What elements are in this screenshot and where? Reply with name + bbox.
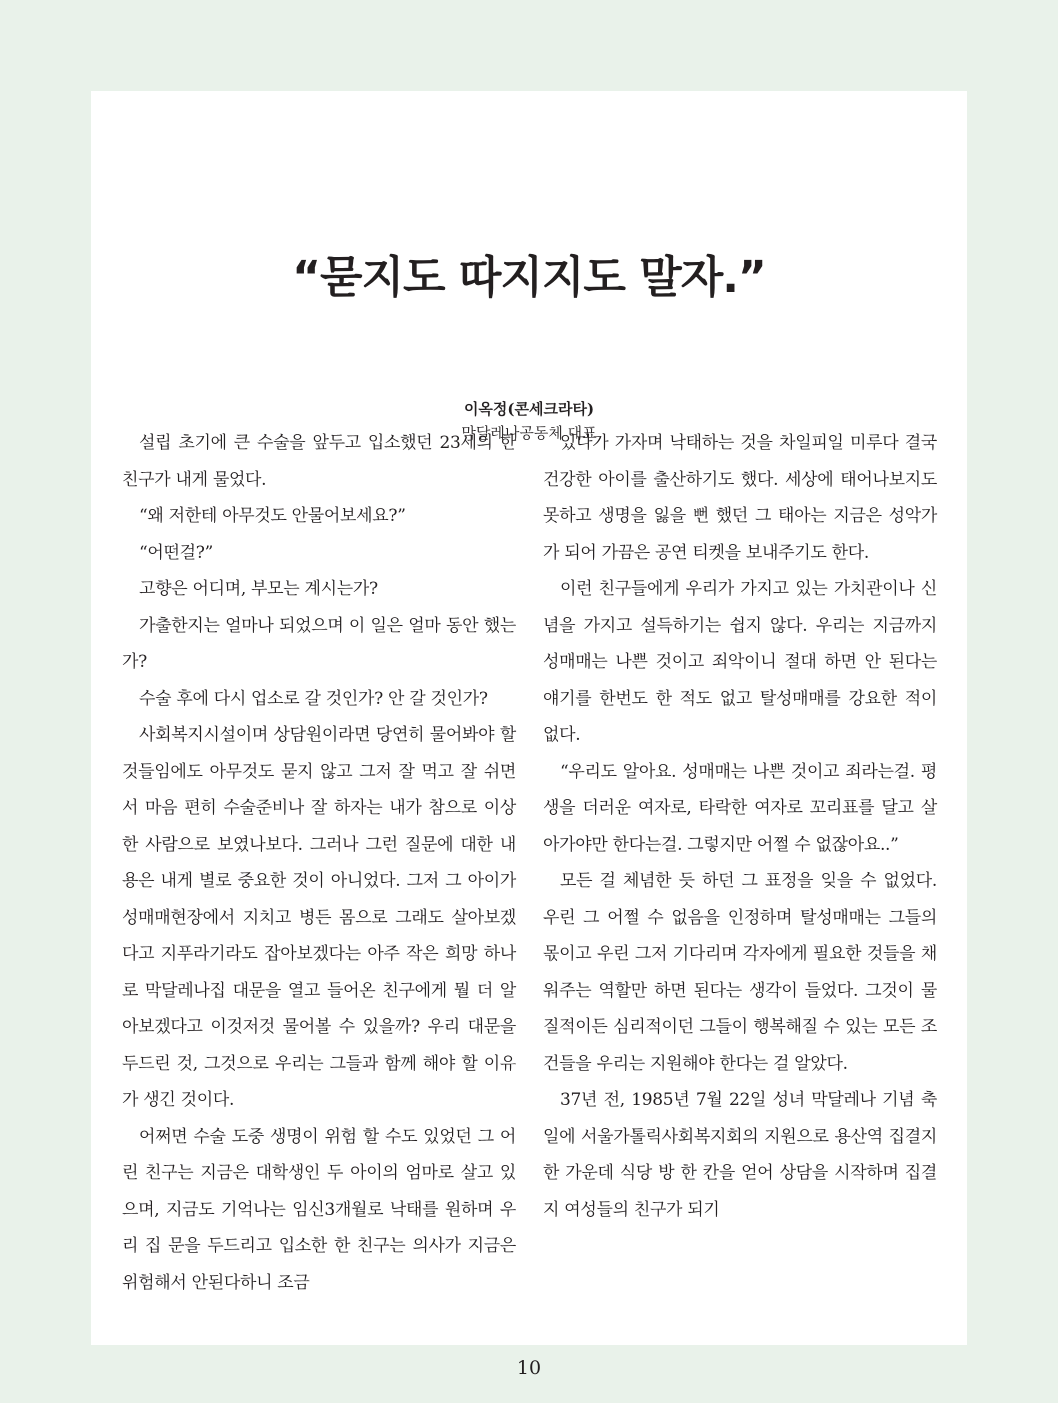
paragraph: 가출한지는 얼마나 되었으며 이 일은 얼마 동안 했는가? bbox=[122, 615, 516, 672]
paragraph: 모든 걸 체념한 듯 하던 그 표정을 잊을 수 없었다. 우린 그 어쩔 수 없음을 인정하며 탈성매매는 그들의 몫이고 우린 그저 기다리며 각자에게 필요한 것들을 채워주는 역할만 하면 된다는 생각이 들었다. 그것이 물질적이든 심리적이던 그들이 행복해질 수 있는 모든 조건들을 우리는 지원해야 한다는 걸 알았다. bbox=[543, 871, 937, 1074]
paragraph: “우리도 알아요. 성매매는 나쁜 것이고 죄라는걸. 평생을 더러운 여자로, 타락한 여자로 꼬리표를 달고 살아가야만 한다는걸. 그렇지만 어쩔 수 없잖아요..” bbox=[543, 761, 937, 855]
paragraph: 사회복지시설이며 상담원이라면 당연히 물어봐야 할 것들임에도 아무것도 묻지 않고 그저 잘 먹고 잘 쉬면서 마음 편히 수술준비나 잘 하자는 내가 참으로 이상한 사람으로 보였나보다. 그러나 그런 질문에 대한 내용은 내게 별로 중요한 것이 아니었다. 그저 그 아이가 성매매현장에서 지치고 병든 몸으로 그래도 살아보겠다고 지푸라기라도 잡아보겠다는 아주 작은 희망 하나로 막달레나집 대문을 열고 들어온 친구에게 뭘 더 알아보겠다고 이것저것 물어볼 수 있을까? 우리 대문을 두드린 것, 그것으로 우리는 그들과 함께 해야 할 이유가 생긴 것이다. bbox=[122, 725, 516, 1110]
paragraph: 37년 전, 1985년 7월 22일 성녀 막달레나 기념 축일에 서울가톨릭사회복지회의 지원으로 용산역 집결지 한 가운데 식당 방 한 칸을 얻어 상담을 시작하며 집결지 여성들의 친구가 되기 bbox=[543, 1090, 937, 1220]
right-column bbox=[543, 425, 937, 1228]
paragraph: 설립 초기에 큰 수술을 앞두고 입소했던 23세의 한 친구가 내게 물었다. bbox=[122, 433, 516, 490]
article-title: “묻지도 따지지도 말자.” bbox=[292, 252, 766, 303]
left-column bbox=[122, 425, 516, 1301]
author-name: 이옥정(콘세크라타) bbox=[463, 400, 595, 418]
paragraph: “왜 저한테 아무것도 안물어보세요?” bbox=[139, 506, 406, 526]
author-role: 막달레나공동체 대표 bbox=[461, 424, 597, 442]
paragraph: 있다가 가자며 낙태하는 것을 차일피일 미루다 결국 건강한 아이를 출산하기도 했다. 세상에 태어나보지도 못하고 생명을 잃을 뻔 했던 그 태아는 지금은 성악가가 되어 가끔은 공연 티켓을 보내주기도 한다. bbox=[543, 433, 937, 563]
paragraph: 이런 친구들에게 우리가 가지고 있는 가치관이나 신념을 가지고 설득하기는 쉽지 않다. 우리는 지금까지 성매매는 나쁜 것이고 죄악이니 절대 하면 안 된다는 얘기를 한번도 한 적도 없고 탈성매매를 강요한 적이 없다. bbox=[543, 579, 937, 745]
paragraph: 어쩌면 수술 도중 생명이 위험 할 수도 있었던 그 어린 친구는 지금은 대학생인 두 아이의 엄마로 살고 있으며, 지금도 기억나는 임신3개월로 낙태를 원하며 우리 집 문을 두드리고 입소한 한 친구는 의사가 지금은 위험해서 안된다하니 조금 bbox=[122, 1126, 516, 1293]
paragraph: 고향은 어디며, 부모는 계시는가? bbox=[139, 579, 378, 599]
page-number: 10 bbox=[516, 1357, 542, 1379]
paragraph: “어떤걸?” bbox=[139, 542, 213, 563]
paragraph: 수술 후에 다시 업소로 갈 것인가? 안 갈 것인가? bbox=[139, 688, 488, 709]
